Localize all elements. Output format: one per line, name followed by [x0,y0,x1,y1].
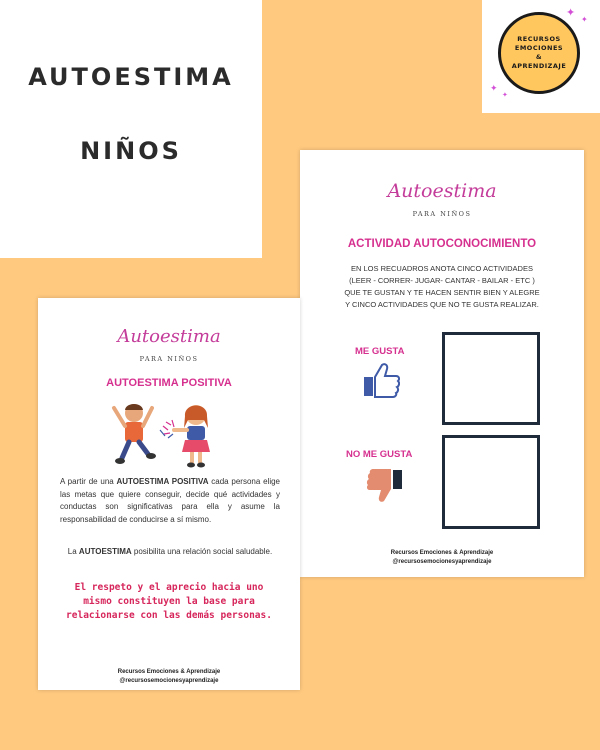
like-label: ME GUSTA [355,346,405,357]
positive-heading: AUTOESTIMA POSITIVA [106,377,232,389]
cover-title: AUTOESTIMA [28,63,234,91]
dislike-label: NO ME GUSTA [346,449,413,460]
logo-text-line4: APRENDIZAJE [511,62,567,70]
brand-logo-panel [482,0,600,113]
activity-heading: ACTIVIDAD AUTOCONOCIMIENTO [347,238,537,250]
girl-figure [174,405,210,468]
positive-paragraph: A partir de una AUTOESTIMA POSITIVA cada persona elige las metas que quiere conseguir, decide qué actividades y conductas son significativas para ella y asume la responsabilidad de conducirse a sí mismo. [60,477,280,524]
card-footer: Recursos Emociones & Aprendizaje @recursosemocionesyaprendizaje [390,550,494,565]
sparkle-icon: ✦ [581,15,588,24]
logo-text-line1: RECURSOS [517,35,561,43]
dislike-answer-box[interactable] [442,435,540,529]
sparkle-icon: ✦ [490,83,498,93]
thumbs-down-icon [366,468,404,504]
sparkle-icon: ✦ [502,92,508,99]
sparkle-icon: ✦ [566,7,576,19]
card-script-title: Autoestima [387,180,497,202]
logo-text-line2: EMOCIONES [514,44,564,52]
cover-title-panel [0,0,262,258]
happy-children-illustration [108,400,224,468]
boy-figure [114,404,156,464]
activity-worksheet-card [300,150,584,577]
thumbs-up-icon [362,362,400,398]
logo-text-line3: & [535,53,543,61]
social-paragraph: La AUTOESTIMA posibilita una relación social saludable. [67,547,273,556]
card-subtitle: PARA NIÑOS [412,210,472,218]
card-script-title: Autoestima [117,326,221,347]
positive-selfesteem-card [38,298,300,690]
card-subtitle: PARA NIÑOS [139,355,199,363]
card-footer: Recursos Emociones & Aprendizaje @recursosemocionesyaprendizaje [117,669,221,684]
like-answer-box[interactable] [442,332,540,425]
activity-instructions: EN LOS RECUADROS ANOTA CINCO ACTIVIDADES (LEER - CORRER- JUGAR- CANTAR - BAILAR - ETC ) QUE TE GUSTAN Y TE HACEN SENTIR BIEN Y ALEGRE Y CINCO ACTIVIDADES QUE NO TE GUSTA REALIZAR. [344,264,540,309]
cover-subtitle: NIÑOS [80,137,182,165]
brand-logo [498,12,580,94]
confetti [160,420,174,438]
respect-quote: El respeto y el aprecio hacia uno mismo constituyen la base para relacionarse con las demás personas. [66,582,272,621]
